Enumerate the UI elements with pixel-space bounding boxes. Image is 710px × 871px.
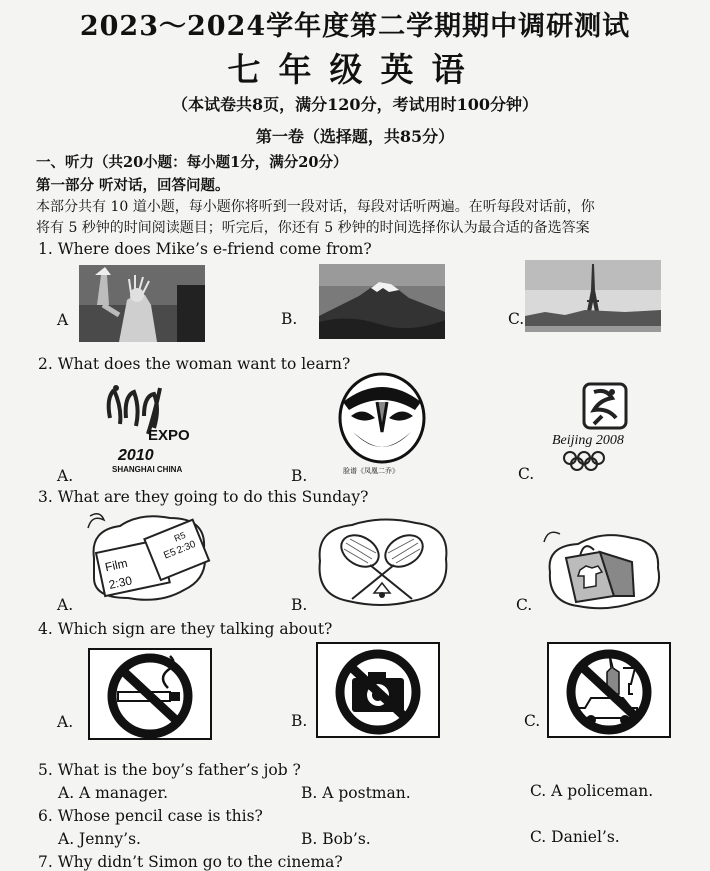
q1-option-b[interactable]: B. <box>281 310 298 328</box>
q4-option-b[interactable]: B. <box>291 712 308 730</box>
question-4: 4. Which sign are they talking about? <box>38 620 333 638</box>
subject-title: 七年级英语 <box>227 50 483 89</box>
q5-option-b[interactable]: B. A postman. <box>301 784 411 802</box>
section-subheading: 第一部分 听对话，回答问题。 <box>36 177 230 194</box>
ticket-1-title: Film <box>103 555 129 575</box>
question-1: 1. Where does Mike’s e-friend come from? <box>38 240 372 258</box>
expo-2010-logo <box>100 378 204 474</box>
beijing-text: Beijing 2008 <box>552 433 624 448</box>
q2-option-c[interactable]: C. <box>518 465 535 483</box>
badminton-drawing <box>312 515 452 608</box>
no-drink-driving-sign <box>547 642 671 738</box>
mask-caption: 脸谱《凤凰二乔》 <box>343 467 399 475</box>
q3-option-c[interactable]: C. <box>516 596 533 614</box>
expo-place-text: SHANGHAI CHINA <box>112 465 183 474</box>
film-tickets-drawing <box>80 508 212 604</box>
q6-option-b[interactable]: B. Bob’s. <box>301 830 371 848</box>
no-smoking-sign <box>88 648 212 740</box>
ticket-2-seat: E5 <box>162 546 178 562</box>
opera-mask-image <box>333 372 431 476</box>
exam-info: （本试卷共8页，满分120分，考试用时100分钟） <box>172 95 538 114</box>
no-photos-sign <box>316 642 440 738</box>
eiffel-tower-photo <box>525 260 661 332</box>
instruction-line-2: 将有 5 秒钟的时间阅读题目；听完后，你还有 5 秒钟的时间选择你认为最合适的备选答案 <box>36 220 590 236</box>
ticket-2-time: 2:30 <box>175 538 198 557</box>
section-heading: 一、听力（共20小题：每小题1分，满分20分） <box>36 154 348 171</box>
exam-title: 2023～2024学年度第二学期期中调研测试 <box>79 11 631 42</box>
q6-option-c[interactable]: C. Daniel’s. <box>530 828 620 846</box>
statue-of-liberty-photo <box>79 265 205 342</box>
instruction-line-1: 本部分共有 10 道小题，每小题你将听到一段对话，每段对话听两遍。在听每段对话前，你 <box>36 199 595 215</box>
mount-fuji-photo <box>319 264 445 339</box>
ticket-1-time: 2:30 <box>107 573 134 592</box>
expo-text: EXPO <box>148 427 190 444</box>
q5-option-a[interactable]: A. A manager. <box>58 784 169 802</box>
question-2: 2. What does the woman want to learn? <box>38 355 351 373</box>
q6-option-a[interactable]: A. Jenny’s. <box>58 830 141 848</box>
q5-option-c[interactable]: C. A policeman. <box>530 782 654 800</box>
beijing-2008-logo <box>550 380 662 472</box>
q3-option-a[interactable]: A. <box>57 596 74 614</box>
question-7: 7. Why didn’t Simon go to the cinema? <box>38 853 343 871</box>
q2-option-a[interactable]: A. <box>57 467 74 485</box>
question-5: 5. What is the boy’s father’s job ? <box>38 761 301 779</box>
shopping-bag-drawing <box>538 522 664 610</box>
question-3: 3. What are they going to do this Sunday? <box>38 488 369 506</box>
question-6: 6. Whose pencil case is this? <box>38 807 263 825</box>
q1-option-c[interactable]: C. <box>508 310 525 328</box>
q4-option-a[interactable]: A. <box>57 713 74 731</box>
expo-year-text: 2010 <box>118 447 154 464</box>
q2-option-b[interactable]: B. <box>291 467 308 485</box>
part-heading: 第一卷（选择题，共85分） <box>255 127 455 146</box>
q1-option-a[interactable]: A <box>57 311 69 329</box>
ticket-2-row: R5 <box>172 529 188 544</box>
q3-option-b[interactable]: B. <box>291 596 308 614</box>
q4-option-c[interactable]: C. <box>524 712 541 730</box>
